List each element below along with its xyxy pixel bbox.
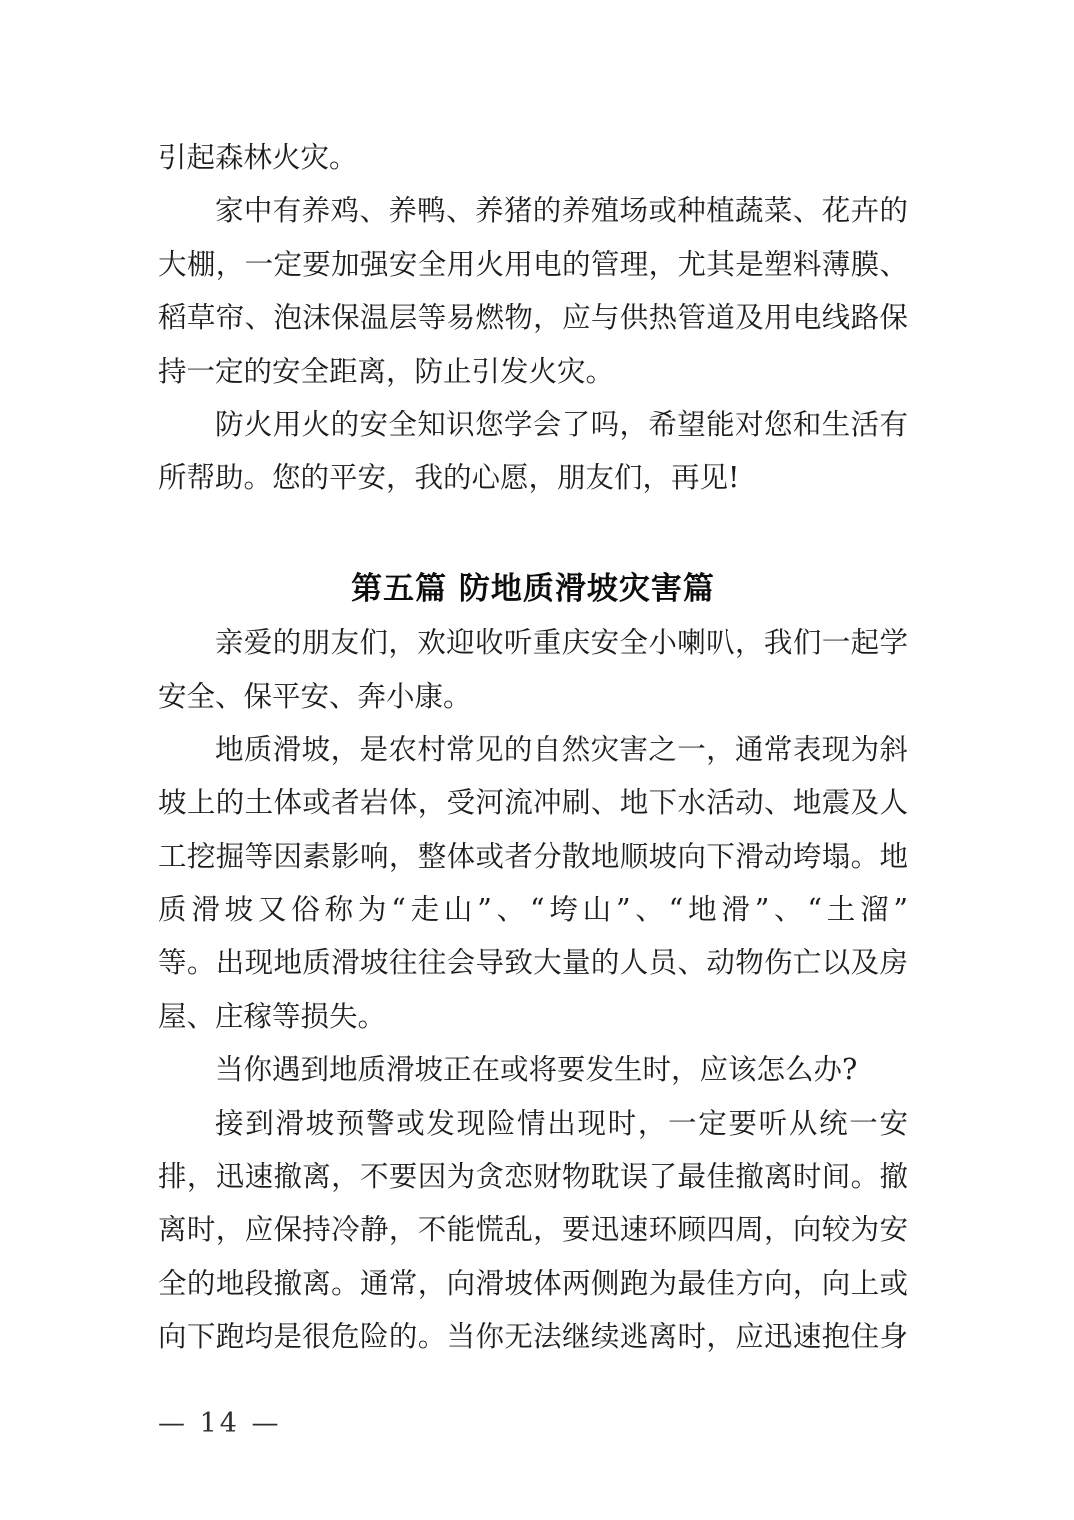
text-line: 接到滑坡预警或发现险情出现时，一定要听从统一安 xyxy=(215,1106,908,1140)
paragraph xyxy=(158,398,908,505)
text-line: 家中有养鸡、养鸭、养猪的养殖场或种植蔬菜、花卉的 xyxy=(215,194,908,228)
paragraph xyxy=(158,184,908,398)
text-line: 向下跑均是很危险的。当你无法继续逃离时，应迅速抱住身 xyxy=(158,1320,908,1354)
text-line: 防火用火的安全知识您学会了吗，希望能对您和生活有 xyxy=(215,407,908,441)
text-line: 坡上的土体或者岩体，受河流冲刷、地下水活动、地震及人 xyxy=(158,786,908,820)
paragraph xyxy=(158,1097,908,1364)
page-content xyxy=(158,131,908,1364)
paragraph xyxy=(158,723,908,1043)
text-line: 安全、保平安、奔小康。 xyxy=(158,679,472,713)
text-line: 地质滑坡，是农村常见的自然灾害之一，通常表现为斜 xyxy=(215,732,908,766)
paragraph xyxy=(158,1043,908,1096)
text-line: 工挖掘等因素影响，整体或者分散地顺坡向下滑动垮塌。地 xyxy=(158,839,908,873)
text-line: 屋、庄稼等损失。 xyxy=(158,999,387,1033)
paragraph xyxy=(158,131,908,184)
text-line: 稻草帘、泡沫保温层等易燃物，应与供热管道及用电线路保 xyxy=(158,301,908,335)
text-line: 全的地段撤离。通常，向滑坡体两侧跑为最佳方向，向上或 xyxy=(158,1266,908,1300)
text-line: 当你遇到地质滑坡正在或将要发生时，应该怎么办? xyxy=(215,1053,858,1087)
section-heading: 第五篇 防地质滑坡灾害篇 xyxy=(351,570,715,607)
text-line: 持一定的安全距离，防止引发火灾。 xyxy=(158,354,615,388)
text-line: 排，迅速撤离，不要因为贪恋财物耽误了最佳撤离时间。撤 xyxy=(158,1160,908,1194)
text-line: 等。出现地质滑坡往往会导致大量的人员、动物伤亡以及房 xyxy=(158,946,908,980)
text-line: 离时，应保持冷静，不能慌乱，要迅速环顾四周，向较为安 xyxy=(158,1213,908,1247)
page-number: — 14 — xyxy=(158,1408,282,1439)
text-line: 亲爱的朋友们，欢迎收听重庆安全小喇叭，我们一起学 xyxy=(215,626,908,660)
text-line: 所帮助。您的平安，我的心愿，朋友们，再见! xyxy=(158,461,740,495)
text-line: 引起森林火灾。 xyxy=(158,141,358,174)
paragraph xyxy=(158,616,908,723)
text-line: 质滑坡又俗称为“走山”、“垮山”、“地滑”、“土溜” xyxy=(158,893,908,927)
text-line: 大棚，一定要加强安全用火用电的管理，尤其是塑料薄膜、 xyxy=(158,247,908,281)
